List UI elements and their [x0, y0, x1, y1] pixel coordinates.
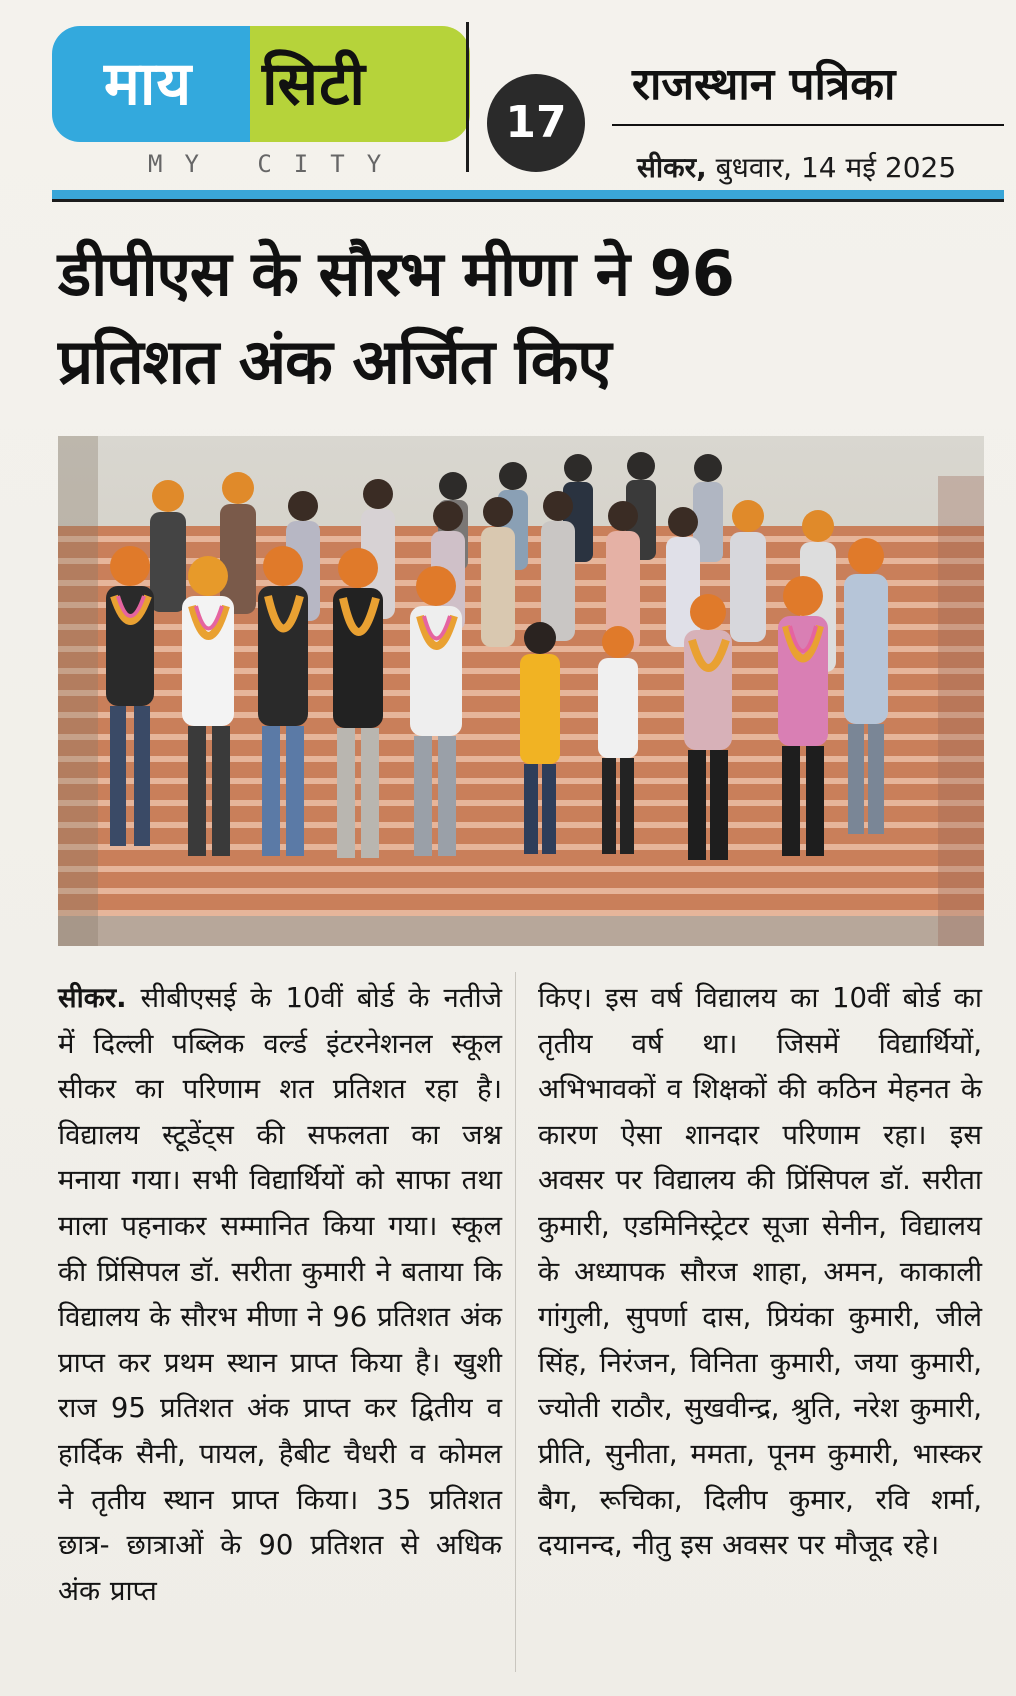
- article-column-left: [58, 976, 502, 1614]
- masthead: [52, 22, 1004, 200]
- dateline-place: सीकर,: [637, 151, 707, 184]
- group-photo-illustration: [58, 436, 984, 946]
- masthead-divider: [466, 22, 469, 172]
- article-headline: [58, 230, 998, 406]
- dateline-date: बुधवार, 14 मई 2025: [706, 151, 957, 184]
- brand-subtitle: MY CITY: [148, 150, 404, 178]
- masthead-dateline: [637, 148, 956, 186]
- brand-word-1: माय: [104, 49, 193, 119]
- masthead-rule: [612, 124, 1004, 126]
- brand-word-2: सिटी: [262, 49, 366, 119]
- article-text-left: सीबीएसई के 10वीं बोर्ड के नतीजे में दिल्ली पब्लिक वर्ल्ड इंटरनेशनल स्कूल सीकर का परिणाम शत प्रतिशत रहा है। विद्यालय स्टूडेंट्स की सफलता का जश्न मनाया गया। सभी विद्यार्थियों को साफा तथा माला पहनाकर सम्मानित किया गया। स्कूल की प्रिंसिपल डॉ. सरीता कुमारी ने बताया कि विद्यालय के सौरभ मीणा ने 96 प्रतिशत अंक प्राप्त कर प्रथम स्थान प्राप्त किया है। खुशी राज 95 प्रतिशत अंक प्राप्त कर द्वितीय व हार्दिक सैनी, पायल, हैबीट चैधरी व कोमल ने तृतीय स्थान प्राप्त किया। 35 प्रतिशत छात्र- छात्राओं के 90 प्रतिशत से अधिक अंक प्राप्त: [58, 982, 502, 1607]
- article-dateline: सीकर.: [58, 982, 127, 1014]
- group-photo: [58, 436, 984, 946]
- header-rule-blue: [52, 190, 1004, 199]
- paper-name: राजस्थान पत्रिका: [632, 59, 896, 110]
- article-column-right: किए। इस वर्ष विद्यालय का 10वीं बोर्ड का तृतीय वर्ष था। जिसमें विद्यार्थियों, अभिभावकों व शिक्षकों की कठिन मेहनत के कारण ऐसा शानदार परिणाम रहा। इस अवसर पर विद्यालय की प्रिंसिपल डॉ. सरीता कुमारी, एडमिनिस्ट्रेटर सूजा सेनीन, विद्यालय के अध्यापक सौरज शाहा, अमन, काकाली गांगुली, सुपर्णा दास, प्रियंका कुमारी, जीले सिंह, निरंजन, विनिता कुमारी, जया कुमारी, ज्योती राठौर, सुखवीन्द्र, श्रुति, नरेश कुमारी, प्रीति, सुनीता, ममता, पूनम कुमारी, भास्कर बैग, रूचिका, दिलीप कुमार, रवि शर्मा, दयानन्द, नीतु इस अवसर पर मौजूद रहे।: [538, 982, 982, 1562]
- margin-scan-marks: [6, 500, 36, 1600]
- headline-line-2: प्रतिशत अंक अर्जित किए: [58, 325, 611, 398]
- headline-line-1: डीपीएस के सौरभ मीणा ने 96: [58, 237, 734, 310]
- column-divider: [515, 972, 516, 1672]
- page-number: 17: [487, 74, 585, 172]
- header-rule-black: [52, 199, 1004, 202]
